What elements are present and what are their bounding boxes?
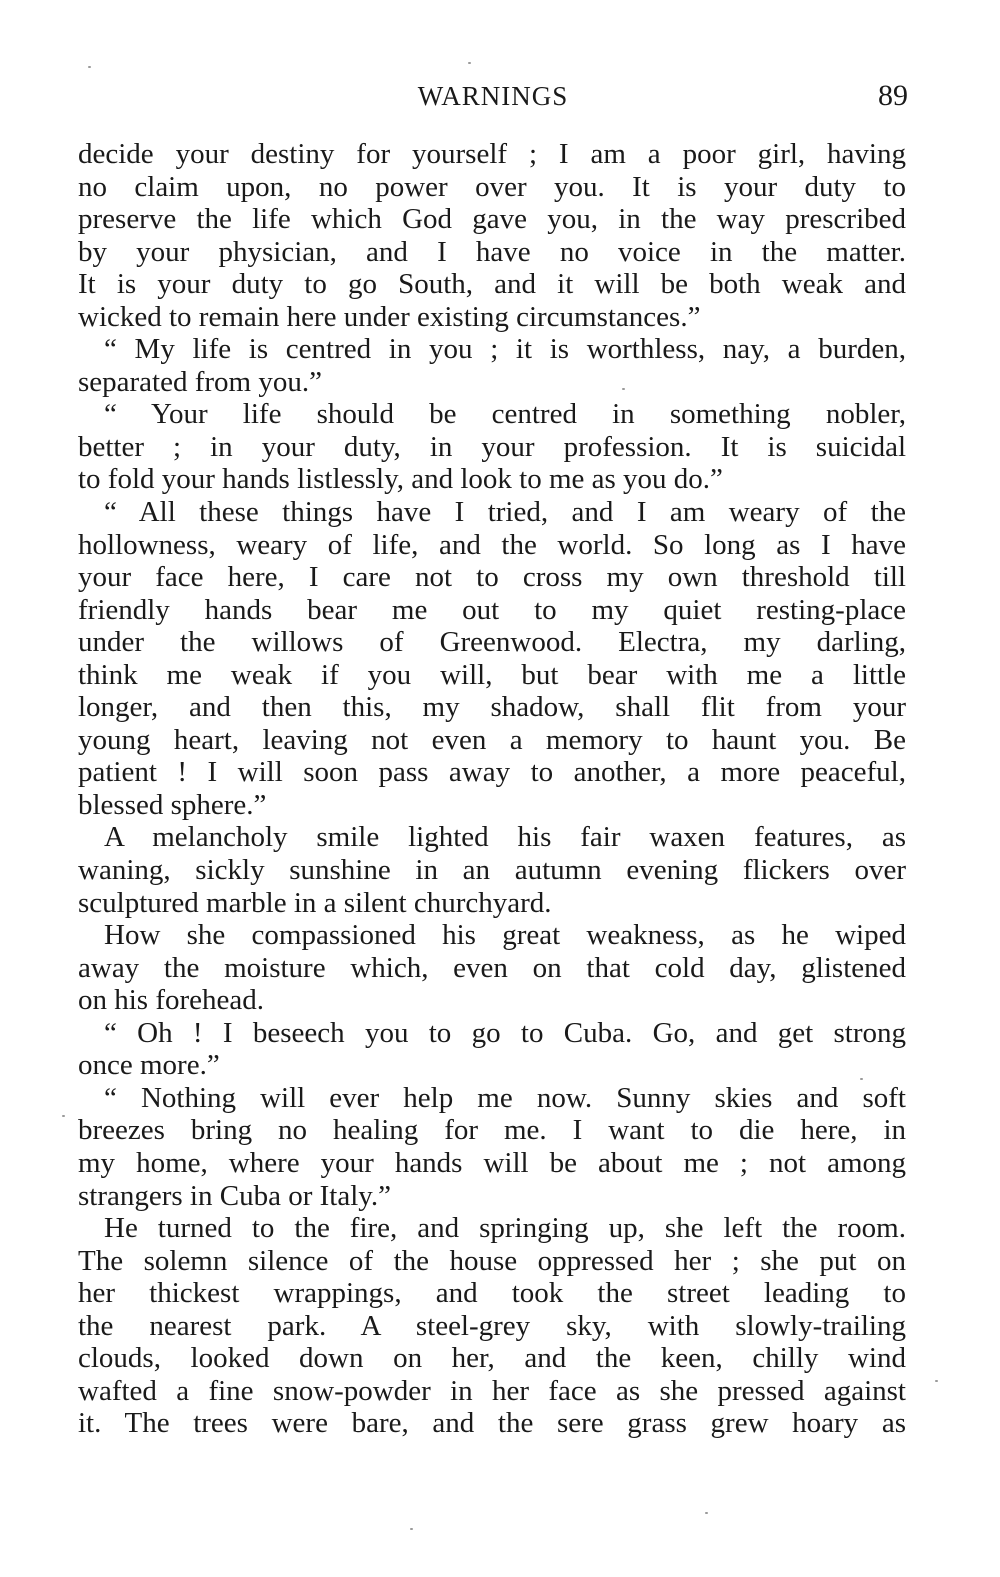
text-line: her thickest wrappings, and took the street leading to <box>78 1277 906 1310</box>
text-line: to fold your hands listlessly, and look to me as you do.” <box>78 463 723 496</box>
text-line: “ Oh ! I beseech you to go to Cuba. Go, and get strong <box>104 1016 906 1049</box>
text-line: better ; in your duty, in your profession. It is suicidal <box>78 430 906 463</box>
text-line: by your physician, and I have no voice in the matter. <box>78 235 906 268</box>
text-line: the nearest park. A steel-grey sky, with slowly-trailing <box>78 1309 906 1342</box>
text-line: clouds, looked down on her, and the keen, chilly wind <box>78 1342 906 1375</box>
text-line: It is your duty to go South, and it will be both weak and <box>78 268 906 301</box>
running-title: WARNINGS <box>417 81 569 111</box>
text-line: think me weak if you will, but bear with me a little <box>78 658 906 691</box>
print-speck <box>705 1512 708 1514</box>
print-speck <box>622 388 625 390</box>
text-line: A melancholy smile lighted his fair waxen features, as <box>104 821 906 854</box>
text-line: “ My life is centred in you ; it is worthless, nay, a burden, <box>104 333 906 366</box>
text-line: wafted a fine snow-powder in her face as she pressed against <box>78 1374 906 1407</box>
text-line: waning, sickly sunshine in an autumn evening flickers over <box>78 854 906 887</box>
text-line: it. The trees were bare, and the sere grass grew hoary as <box>78 1407 906 1440</box>
text-line: longer, and then this, my shadow, shall flit from your <box>78 691 906 724</box>
text-line: hollowness, weary of life, and the world. So long as I have <box>78 528 906 561</box>
text-line: sculptured marble in a silent churchyard. <box>78 886 552 919</box>
text-line: breezes bring no healing for me. I want to die here, in <box>78 1114 906 1147</box>
text-line: “ Your life should be centred in something nobler, <box>104 398 906 431</box>
body-text <box>78 138 906 1440</box>
text-line: no claim upon, no power over you. It is your duty to <box>78 170 906 203</box>
text-line: on his forehead. <box>78 984 265 1017</box>
text-line: preserve the life which God gave you, in the way prescribed <box>78 203 906 236</box>
running-head <box>78 78 908 118</box>
text-line: The solemn silence of the house oppressed her ; she put on <box>78 1244 906 1277</box>
text-line: “ Nothing will ever help me now. Sunny skies and soft <box>104 1081 906 1114</box>
text-line: decide your destiny for yourself ; I am a poor girl, having <box>78 138 906 170</box>
text-line: “ All these things have I tried, and I am weary of the <box>104 496 906 529</box>
print-speck <box>88 66 91 68</box>
print-speck <box>468 62 471 64</box>
text-line: your face here, I care not to cross my own threshold till <box>78 561 906 594</box>
text-line: away the moisture which, even on that cold day, glistened <box>78 951 906 984</box>
page-number: 89 <box>878 79 908 112</box>
print-speck <box>62 1115 65 1117</box>
text-line: blessed sphere.” <box>78 788 267 821</box>
text-line: young heart, leaving not even a memory to haunt you. Be <box>78 723 906 756</box>
print-speck <box>410 1528 413 1530</box>
print-speck <box>935 1380 938 1382</box>
text-line: wicked to remain here under existing circumstances.” <box>78 300 701 333</box>
text-line: strangers in Cuba or Italy.” <box>78 1179 391 1212</box>
text-line: separated from you.” <box>78 365 322 398</box>
text-line: How she compassioned his great weakness, as he wiped <box>104 919 906 952</box>
text-line: my home, where your hands will be about me ; not among <box>78 1146 906 1179</box>
text-line: under the willows of Greenwood. Electra, my darling, <box>78 626 906 659</box>
text-line: once more.” <box>78 1049 220 1082</box>
text-line: friendly hands bear me out to my quiet resting-place <box>78 593 906 626</box>
text-line: patient ! I will soon pass away to another, a more peaceful, <box>78 756 906 789</box>
text-line: He turned to the fire, and springing up, she left the room. <box>104 1212 906 1245</box>
print-speck <box>860 1078 863 1080</box>
